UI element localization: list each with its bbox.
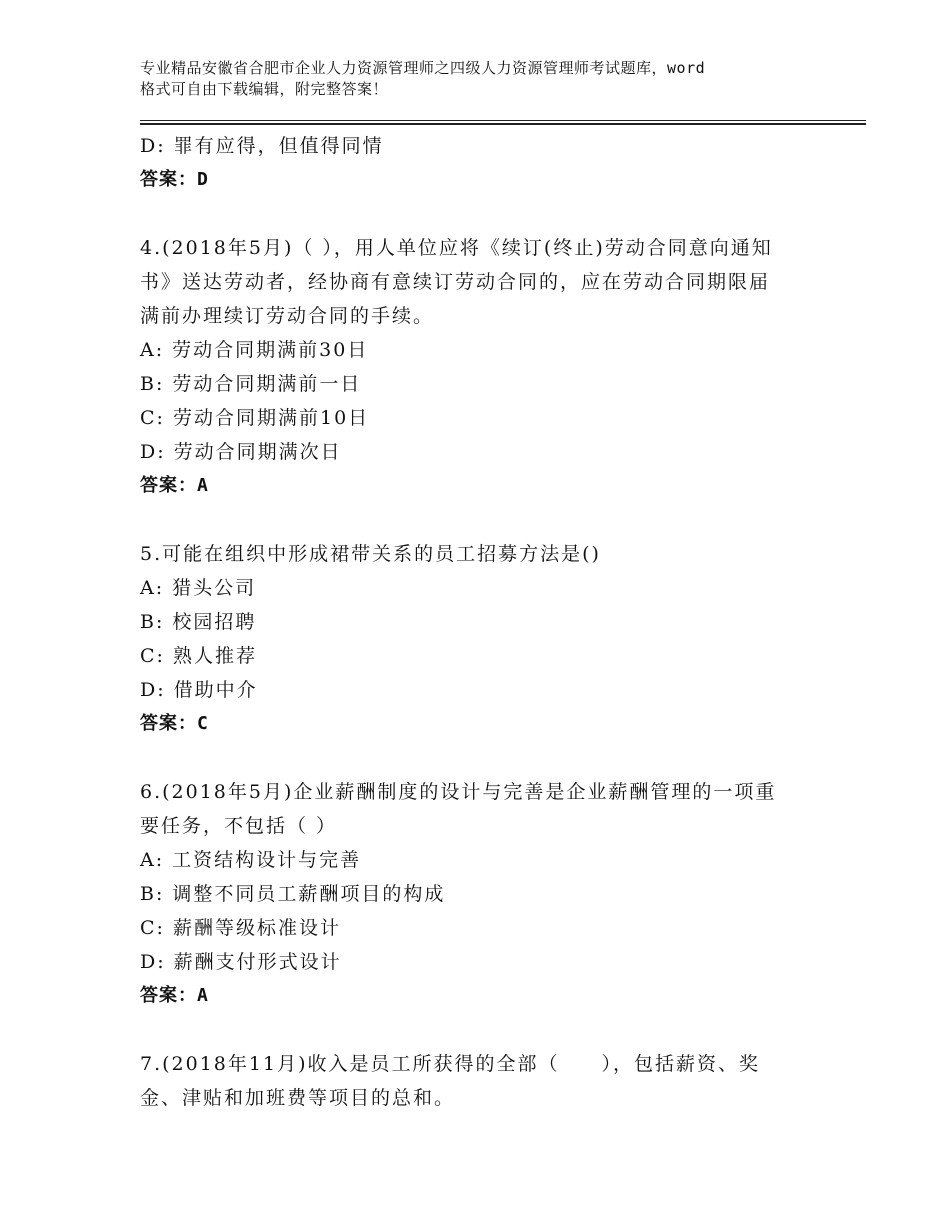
question-6-option-d: D: 薪酬支付形式设计 (140, 951, 342, 973)
header-divider (140, 120, 866, 125)
spacer (140, 503, 820, 537)
question-4-option-b: B: 劳动合同期满前一日 (140, 373, 362, 395)
question-7 (140, 1047, 820, 1115)
question-6 (140, 775, 820, 1013)
question-5-answer: 答案：C (140, 713, 209, 734)
spacer (140, 1013, 820, 1047)
question-7-text-line-2: 金、津贴和加班费等项目的总和。 (140, 1087, 456, 1109)
question-7-text-line-1: 7.(2018年11月)收入是员工所获得的全部（ ），包括薪资、奖 (140, 1053, 760, 1075)
question-content (140, 129, 820, 1115)
question-5-option-a: A: 猎头公司 (140, 577, 257, 599)
question-4 (140, 231, 820, 503)
question-5-option-d: D: 借助中介 (140, 679, 258, 701)
question-5-option-b: B: 校园招聘 (140, 611, 257, 633)
prev-option-d: D: 罪有应得，但值得同情 (140, 135, 384, 157)
question-5-option-c: C: 熟人推荐 (140, 645, 257, 667)
spacer (140, 197, 820, 231)
question-4-option-d: D: 劳动合同期满次日 (140, 441, 342, 463)
question-4-text-line-1: 4.(2018年5月)（ ），用人单位应将《续订(终止)劳动合同意向通知 (140, 237, 773, 259)
question-5 (140, 537, 820, 741)
header-title-line-1: 专业精品安徽省合肥市企业人力资源管理师之四级人力资源管理师考试题库，word (140, 59, 706, 77)
question-6-option-c: C: 薪酬等级标准设计 (140, 917, 341, 939)
question-4-option-c: C: 劳动合同期满前10日 (140, 407, 370, 429)
question-5-text-line-1: 5.可能在组织中形成裙带关系的员工招募方法是() (140, 543, 601, 565)
question-6-answer: 答案：A (140, 985, 209, 1006)
question-4-text-line-3: 满前办理续订劳动合同的手续。 (140, 305, 435, 327)
prev-answer: 答案：D (140, 169, 209, 190)
question-6-option-b: B: 调整不同员工薪酬项目的构成 (140, 883, 446, 905)
question-4-option-a: A: 劳动合同期满前30日 (140, 339, 369, 361)
document-header (140, 58, 830, 100)
question-6-text-line-1: 6.(2018年5月)企业薪酬制度的设计与完善是企业薪酬管理的一项重 (140, 781, 777, 803)
header-title-line-2: 格式可自由下载编辑，附完整答案！ (140, 80, 389, 98)
question-4-text-line-2: 书》送达劳动者，经协商有意续订劳动合同的，应在劳动合同期限届 (140, 271, 771, 293)
question-4-answer: 答案：A (140, 475, 209, 496)
question-6-option-a: A: 工资结构设计与完善 (140, 849, 362, 871)
spacer (140, 741, 820, 775)
question-6-text-line-2: 要任务，不包括（ ） (140, 815, 338, 837)
